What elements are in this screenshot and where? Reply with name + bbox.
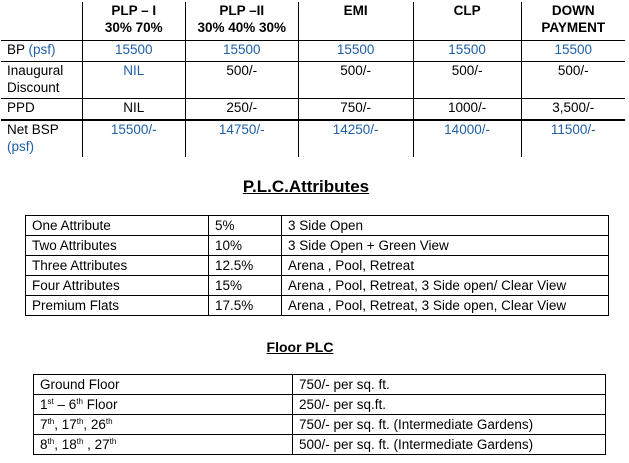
floor-label: 7th, 17th, 26th bbox=[34, 415, 293, 435]
inaug-clp: 500/- bbox=[413, 62, 521, 99]
plc-description: 3 Side Open bbox=[282, 216, 609, 236]
ppd-clp: 1000/- bbox=[413, 99, 521, 121]
row-bp-label: BP (psf) bbox=[7, 42, 56, 57]
ppd-down: 3,500/- bbox=[521, 99, 625, 121]
plc-attributes-title: P.L.C.Attributes bbox=[242, 177, 370, 196]
header-plp-1 bbox=[82, 2, 185, 41]
net-down: 11500/- bbox=[521, 120, 625, 157]
plc-name: Premium Flats bbox=[26, 296, 209, 316]
header-down-title: DOWN bbox=[551, 3, 595, 18]
header-plp-2-split: 30% 40% 30% bbox=[197, 20, 286, 35]
ppd-plp2: 250/- bbox=[185, 99, 298, 121]
header-plp-2-title: PLP –II bbox=[219, 3, 265, 18]
header-plp-1-title: PLP – I bbox=[111, 3, 157, 18]
row-net-bsp-label: Net BSP (psf) bbox=[7, 122, 59, 154]
inaug-down: 500/- bbox=[521, 62, 625, 99]
floor-charge: 250/- per sq.ft. bbox=[293, 395, 606, 415]
payment-plan-table bbox=[1, 2, 625, 157]
floor-charge: 750/- per sq. ft. bbox=[293, 375, 606, 395]
row-bp bbox=[1, 41, 625, 62]
floor-label: Ground Floor bbox=[34, 375, 293, 395]
net-emi: 14250/- bbox=[298, 120, 413, 157]
floor-row bbox=[34, 395, 606, 415]
header-down-payment bbox=[521, 2, 625, 41]
floor-label: 1st – 6th Floor bbox=[34, 395, 293, 415]
floor-charge: 750/- per sq. ft. (Intermediate Gardens) bbox=[293, 415, 606, 435]
floor-charge: 500/- per sq. ft. (Intermediate Gardens) bbox=[293, 435, 606, 455]
bp-clp: 15500 bbox=[413, 41, 521, 62]
floor-row bbox=[34, 375, 606, 395]
floor-row bbox=[34, 415, 606, 435]
plc-name: Three Attributes bbox=[26, 256, 209, 276]
header-clp-title: CLP bbox=[453, 3, 481, 18]
bp-plp2: 15500 bbox=[185, 41, 298, 62]
header-plp-1-split: 30% 70% bbox=[104, 20, 163, 35]
plc-percent: 10% bbox=[209, 236, 282, 256]
row-inaugural-label: Inaugural Discount bbox=[1, 62, 82, 99]
plc-name: Four Attributes bbox=[26, 276, 209, 296]
plc-percent: 15% bbox=[209, 276, 282, 296]
floor-row bbox=[34, 435, 606, 455]
header-blank-cell bbox=[1, 2, 82, 41]
plc-row bbox=[26, 276, 609, 296]
plc-row bbox=[26, 256, 609, 276]
plc-row bbox=[26, 216, 609, 236]
plc-percent: 12.5% bbox=[209, 256, 282, 276]
header-down-title-2: PAYMENT bbox=[541, 20, 606, 35]
header-emi-title: EMI bbox=[343, 3, 368, 18]
net-plp2: 14750/- bbox=[185, 120, 298, 157]
floor-label: 8th, 18th , 27th bbox=[34, 435, 293, 455]
inaug-plp1: NIL bbox=[82, 62, 185, 99]
header-clp bbox=[413, 2, 521, 41]
plc-name: One Attribute bbox=[26, 216, 209, 236]
plc-description: 3 Side Open + Green View bbox=[282, 236, 609, 256]
inaug-plp2: 500/- bbox=[185, 62, 298, 99]
floor-plc-title: Floor PLC bbox=[266, 339, 334, 355]
plc-description: Arena , Pool, Retreat, 3 Side open, Clear View bbox=[282, 296, 609, 316]
plc-percent: 17.5% bbox=[209, 296, 282, 316]
bp-emi: 15500 bbox=[298, 41, 413, 62]
plc-description: Arena , Pool, Retreat bbox=[282, 256, 609, 276]
net-plp1: 15500/- bbox=[82, 120, 185, 157]
bp-plp1: 15500 bbox=[82, 41, 185, 62]
plc-row bbox=[26, 296, 609, 316]
ppd-emi: 750/- bbox=[298, 99, 413, 121]
row-ppd bbox=[1, 99, 625, 121]
payment-header-row bbox=[1, 2, 625, 41]
header-emi bbox=[298, 2, 413, 41]
header-plp-2 bbox=[185, 2, 298, 41]
row-ppd-label: PPD bbox=[1, 99, 82, 121]
row-net-bsp bbox=[1, 120, 625, 157]
plc-description: Arena , Pool, Retreat, 3 Side open/ Clear View bbox=[282, 276, 609, 296]
plc-name: Two Attributes bbox=[26, 236, 209, 256]
bp-down: 15500 bbox=[521, 41, 625, 62]
plc-attributes-table bbox=[25, 215, 609, 316]
ppd-plp1: NIL bbox=[82, 99, 185, 121]
plc-percent: 5% bbox=[209, 216, 282, 236]
row-inaugural bbox=[1, 62, 625, 99]
floor-plc-table bbox=[33, 374, 606, 455]
inaug-emi: 500/- bbox=[298, 62, 413, 99]
net-clp: 14000/- bbox=[413, 120, 521, 157]
plc-row bbox=[26, 236, 609, 256]
